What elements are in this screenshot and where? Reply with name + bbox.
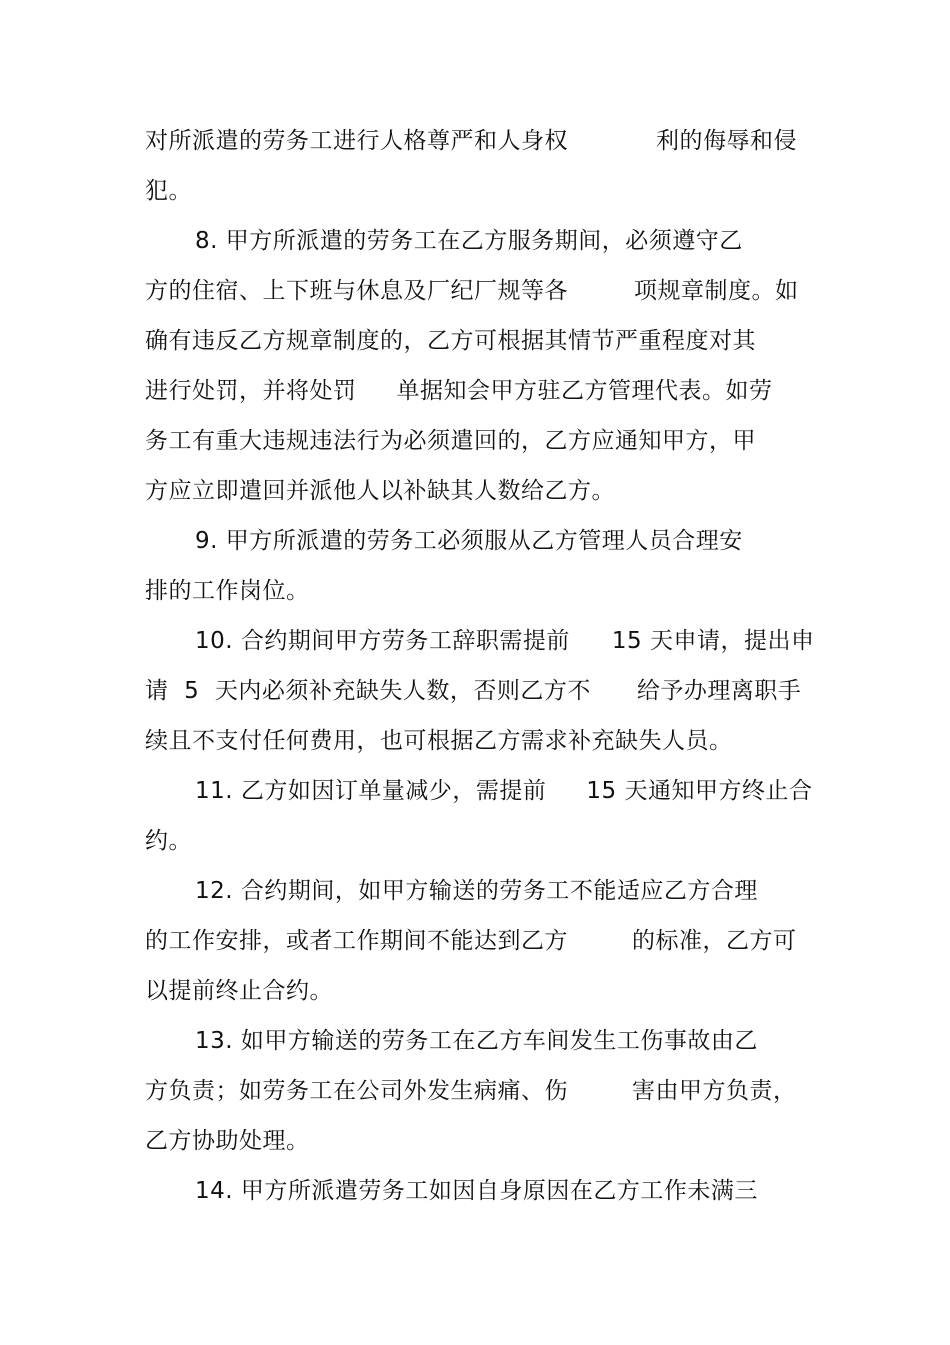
text-segment: 8. 甲方所派遣的劳务工在乙方服务期间，必须遵守乙 bbox=[195, 228, 743, 254]
text-segment: 利的侮辱和侵 bbox=[656, 128, 797, 154]
text-segment: 10. 合约期间甲方劳务工辞职需提前 bbox=[195, 628, 570, 654]
text-line bbox=[145, 371, 773, 411]
text-segment: 确有违反乙方规章制度的，乙方可根据其情节严重程度对其 bbox=[145, 328, 756, 354]
text-segment: 9. 甲方所派遣的劳务工必须服从乙方管理人员合理安 bbox=[195, 528, 743, 554]
text-segment: 单据知会甲方驻乙方管理代表。如劳 bbox=[396, 378, 773, 404]
text-line bbox=[145, 321, 756, 361]
text-segment: 的标准，乙方可 bbox=[632, 928, 797, 954]
text-line bbox=[145, 471, 615, 511]
paragraph-start-13 bbox=[195, 1021, 758, 1061]
text-segment: 12. 合约期间，如甲方输送的劳务工不能适应乙方合理 bbox=[195, 878, 758, 904]
text-line bbox=[145, 721, 733, 761]
text-line bbox=[145, 921, 797, 961]
text-segment: 对所派遣的劳务工进行人格尊严和人身权 bbox=[145, 128, 568, 154]
paragraph-start-14 bbox=[195, 1171, 758, 1211]
paragraph-start-12 bbox=[195, 871, 758, 911]
text-line bbox=[145, 671, 801, 711]
text-segment: 排的工作岗位。 bbox=[145, 578, 310, 604]
text-segment: 方应立即遣回并派他人以补缺其人数给乙方。 bbox=[145, 478, 615, 504]
text-segment: 的工作安排，或者工作期间不能达到乙方 bbox=[145, 928, 568, 954]
text-segment: 以提前终止合约。 bbox=[145, 978, 333, 1004]
text-segment: 15 天通知甲方终止合 bbox=[586, 778, 813, 804]
text-segment: 11. 乙方如因订单量减少，需提前 bbox=[195, 778, 547, 804]
text-segment: 请 5 天内必须补充缺失人数，否则乙方不 bbox=[145, 678, 591, 704]
text-segment: 方的住宿、上下班与休息及厂纪厂规等各 bbox=[145, 278, 568, 304]
text-segment: 约。 bbox=[145, 828, 192, 854]
text-line bbox=[145, 421, 756, 461]
text-segment: 务工有重大违规违法行为必须遣回的，乙方应通知甲方，甲 bbox=[145, 428, 756, 454]
text-segment: 乙方协助处理。 bbox=[145, 1128, 310, 1154]
text-line bbox=[145, 1071, 797, 1111]
text-segment: 方负责；如劳务工在公司外发生病痛、伤 bbox=[145, 1078, 568, 1104]
text-line bbox=[145, 971, 333, 1011]
text-line bbox=[145, 271, 799, 311]
text-segment: 14. 甲方所派遣劳务工如因自身原因在乙方工作未满三 bbox=[195, 1178, 758, 1204]
text-line bbox=[145, 1121, 310, 1161]
text-line bbox=[145, 821, 192, 861]
text-line bbox=[145, 171, 192, 211]
paragraph-start-10 bbox=[195, 621, 814, 661]
text-line bbox=[145, 121, 797, 161]
text-segment: 害由甲方负责， bbox=[632, 1078, 797, 1104]
text-segment: 15 天申请，提出申 bbox=[611, 628, 815, 654]
paragraph-start-8 bbox=[195, 221, 743, 261]
paragraph-start-9 bbox=[195, 521, 743, 561]
paragraph-start-11 bbox=[195, 771, 812, 811]
text-segment: 犯。 bbox=[145, 178, 192, 204]
text-segment: 项规章制度。如 bbox=[634, 278, 799, 304]
text-segment: 进行处罚，并将处罚 bbox=[145, 378, 357, 404]
text-segment: 13. 如甲方输送的劳务工在乙方车间发生工伤事故由乙 bbox=[195, 1028, 758, 1054]
text-line bbox=[145, 571, 310, 611]
text-segment: 给予办理离职手 bbox=[636, 678, 802, 704]
text-segment: 续且不支付任何费用，也可根据乙方需求补充缺失人员。 bbox=[145, 728, 733, 754]
